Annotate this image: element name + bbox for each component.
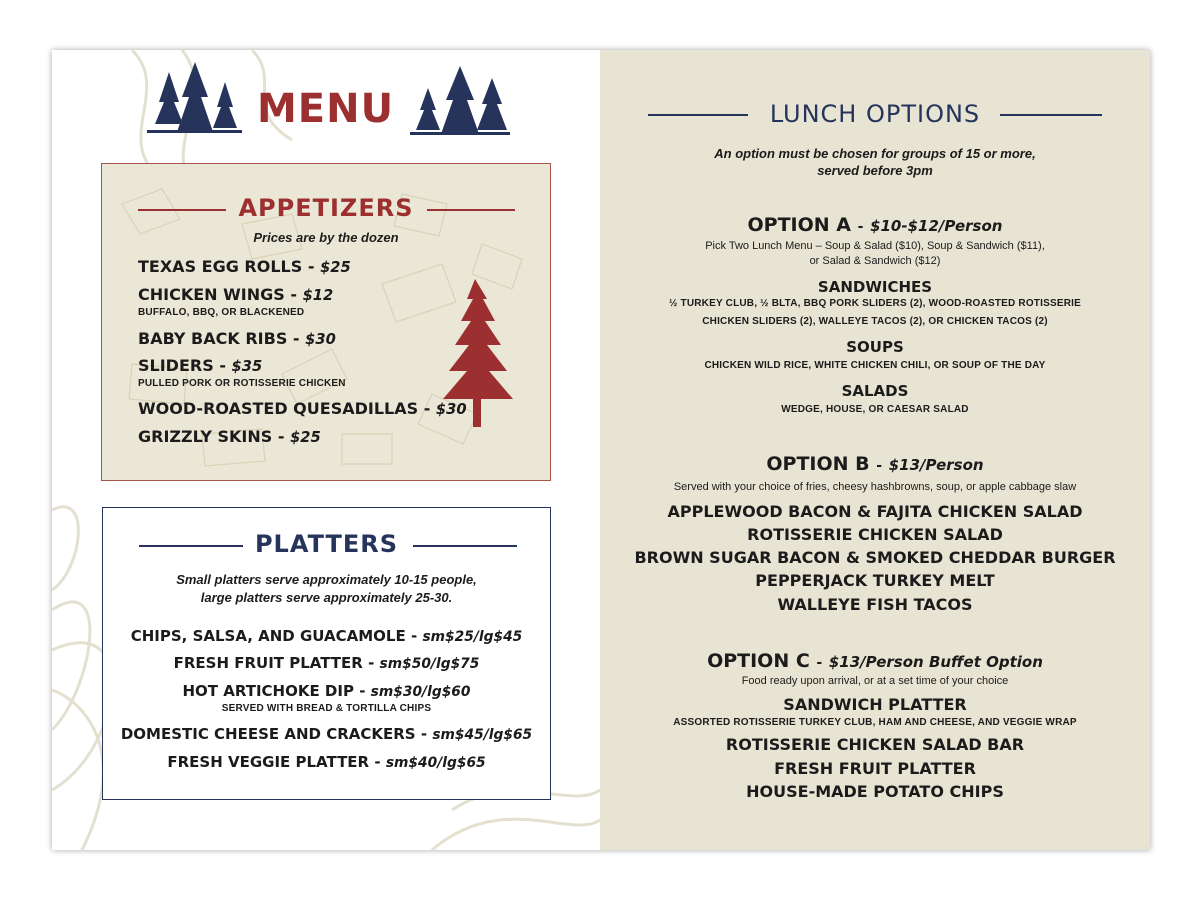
option-b-title: OPTION B - $13/Person <box>766 453 984 475</box>
option-c-item: HOUSE-MADE POTATO CHIPS <box>746 782 1004 801</box>
platter-item: HOT ARTICHOKE DIP - sm$30/lg$60 <box>182 682 471 700</box>
sandwiches-heading: SANDWICHES <box>817 278 933 296</box>
option-b-item: ROTISSERIE CHICKEN SALAD <box>747 525 1003 544</box>
platters-box <box>102 507 551 800</box>
soups-line: CHICKEN WILD RICE, WHITE CHICKEN CHILI, OR SOUP OF THE DAY <box>704 360 1046 371</box>
appetizer-item: BABY BACK RIBS - $30 <box>138 329 336 348</box>
appetizer-item-sub: BUFFALO, BBQ, OR BLACKENED <box>138 307 305 318</box>
appetizer-item-sub: PULLED PORK OR ROTISSERIE CHICKEN <box>138 378 346 389</box>
platter-item: DOMESTIC CHEESE AND CRACKERS - sm$45/lg$65 <box>120 725 533 743</box>
platters-heading: PLATTERS <box>254 530 399 558</box>
menu-sheet <box>52 50 1150 850</box>
appetizers-note: Prices are by the dozen <box>253 230 399 245</box>
platter-item: CHIPS, SALSA, AND GUACAMOLE - sm$25/lg$45 <box>130 627 523 645</box>
left-page <box>52 50 600 850</box>
appetizer-item: SLIDERS - $35 <box>138 356 263 375</box>
option-b-item: WALLEYE FISH TACOS <box>777 595 973 614</box>
salads-line: WEDGE, HOUSE, OR CAESAR SALAD <box>781 404 969 415</box>
option-b-item: PEPPERJACK TURKEY MELT <box>755 571 995 590</box>
appetizers-box <box>101 163 551 481</box>
pine-trees-right-icon <box>410 64 510 138</box>
appetizers-heading: APPETIZERS <box>238 194 414 222</box>
appetizer-item: TEXAS EGG ROLLS - $25 <box>138 257 351 276</box>
option-a-desc-line1: Pick Two Lunch Menu – Soup & Salad ($10), Soup & Sandwich ($11), <box>705 240 1045 252</box>
salads-heading: SALADS <box>841 382 909 400</box>
red-pine-tree-icon <box>437 279 517 427</box>
right-page <box>600 50 1150 850</box>
option-b-desc: Served with your choice of fries, cheesy hashbrowns, soup, or apple cabbage slaw <box>673 481 1077 493</box>
platters-note-line2: large platters serve approximately 25-30. <box>200 590 453 605</box>
lunch-intro-line2: served before 3pm <box>817 163 933 178</box>
sandwich-platter-line: ASSORTED ROTISSERIE TURKEY CLUB, HAM AND CHEESE, AND VEGGIE WRAP <box>673 717 1077 728</box>
option-b-item: APPLEWOOD BACON & FAJITA CHICKEN SALAD <box>667 502 1083 521</box>
option-a-title: OPTION A - $10-$12/Person <box>747 214 1003 236</box>
option-c-title: OPTION C - $13/Person Buffet Option <box>707 650 1043 672</box>
sandwiches-line2: CHICKEN SLIDERS (2), WALLEYE TACOS (2), OR CHICKEN TACOS (2) <box>702 316 1048 327</box>
option-a-desc-line2: or Salad & Sandwich ($12) <box>809 255 941 267</box>
option-b-item: BROWN SUGAR BACON & SMOKED CHEDDAR BURGER <box>634 548 1116 567</box>
sandwich-platter-heading: SANDWICH PLATTER <box>783 695 967 714</box>
pine-trees-left-icon <box>147 62 242 137</box>
platter-item-sub: SERVED WITH BREAD & TORTILLA CHIPS <box>221 703 432 714</box>
platter-item: FRESH FRUIT PLATTER - sm$50/lg$75 <box>173 654 480 672</box>
option-c-desc: Food ready upon arrival, or at a set time of your choice <box>741 675 1009 687</box>
appetizer-item: CHICKEN WINGS - $12 <box>138 285 334 304</box>
lunch-intro-line1: An option must be chosen for groups of 15 or more, <box>714 146 1036 161</box>
option-c-item: ROTISSERIE CHICKEN SALAD BAR <box>725 735 1025 754</box>
sandwiches-line1: ½ TURKEY CLUB, ½ BLTA, BBQ PORK SLIDERS (2), WOOD-ROASTED ROTISSERIE <box>669 298 1081 309</box>
appetizer-item: WOOD-ROASTED QUESADILLAS - $30 <box>138 399 467 418</box>
appetizer-item: GRIZZLY SKINS - $25 <box>138 427 321 446</box>
platters-note-line1: Small platters serve approximately 10-15 people, <box>176 572 477 587</box>
option-c-item: FRESH FRUIT PLATTER <box>774 759 976 778</box>
lunch-heading: LUNCH OPTIONS <box>769 100 981 128</box>
platter-item: FRESH VEGGIE PLATTER - sm$40/lg$65 <box>167 753 486 771</box>
page-title: MENU <box>257 86 395 132</box>
soups-heading: SOUPS <box>846 338 904 356</box>
